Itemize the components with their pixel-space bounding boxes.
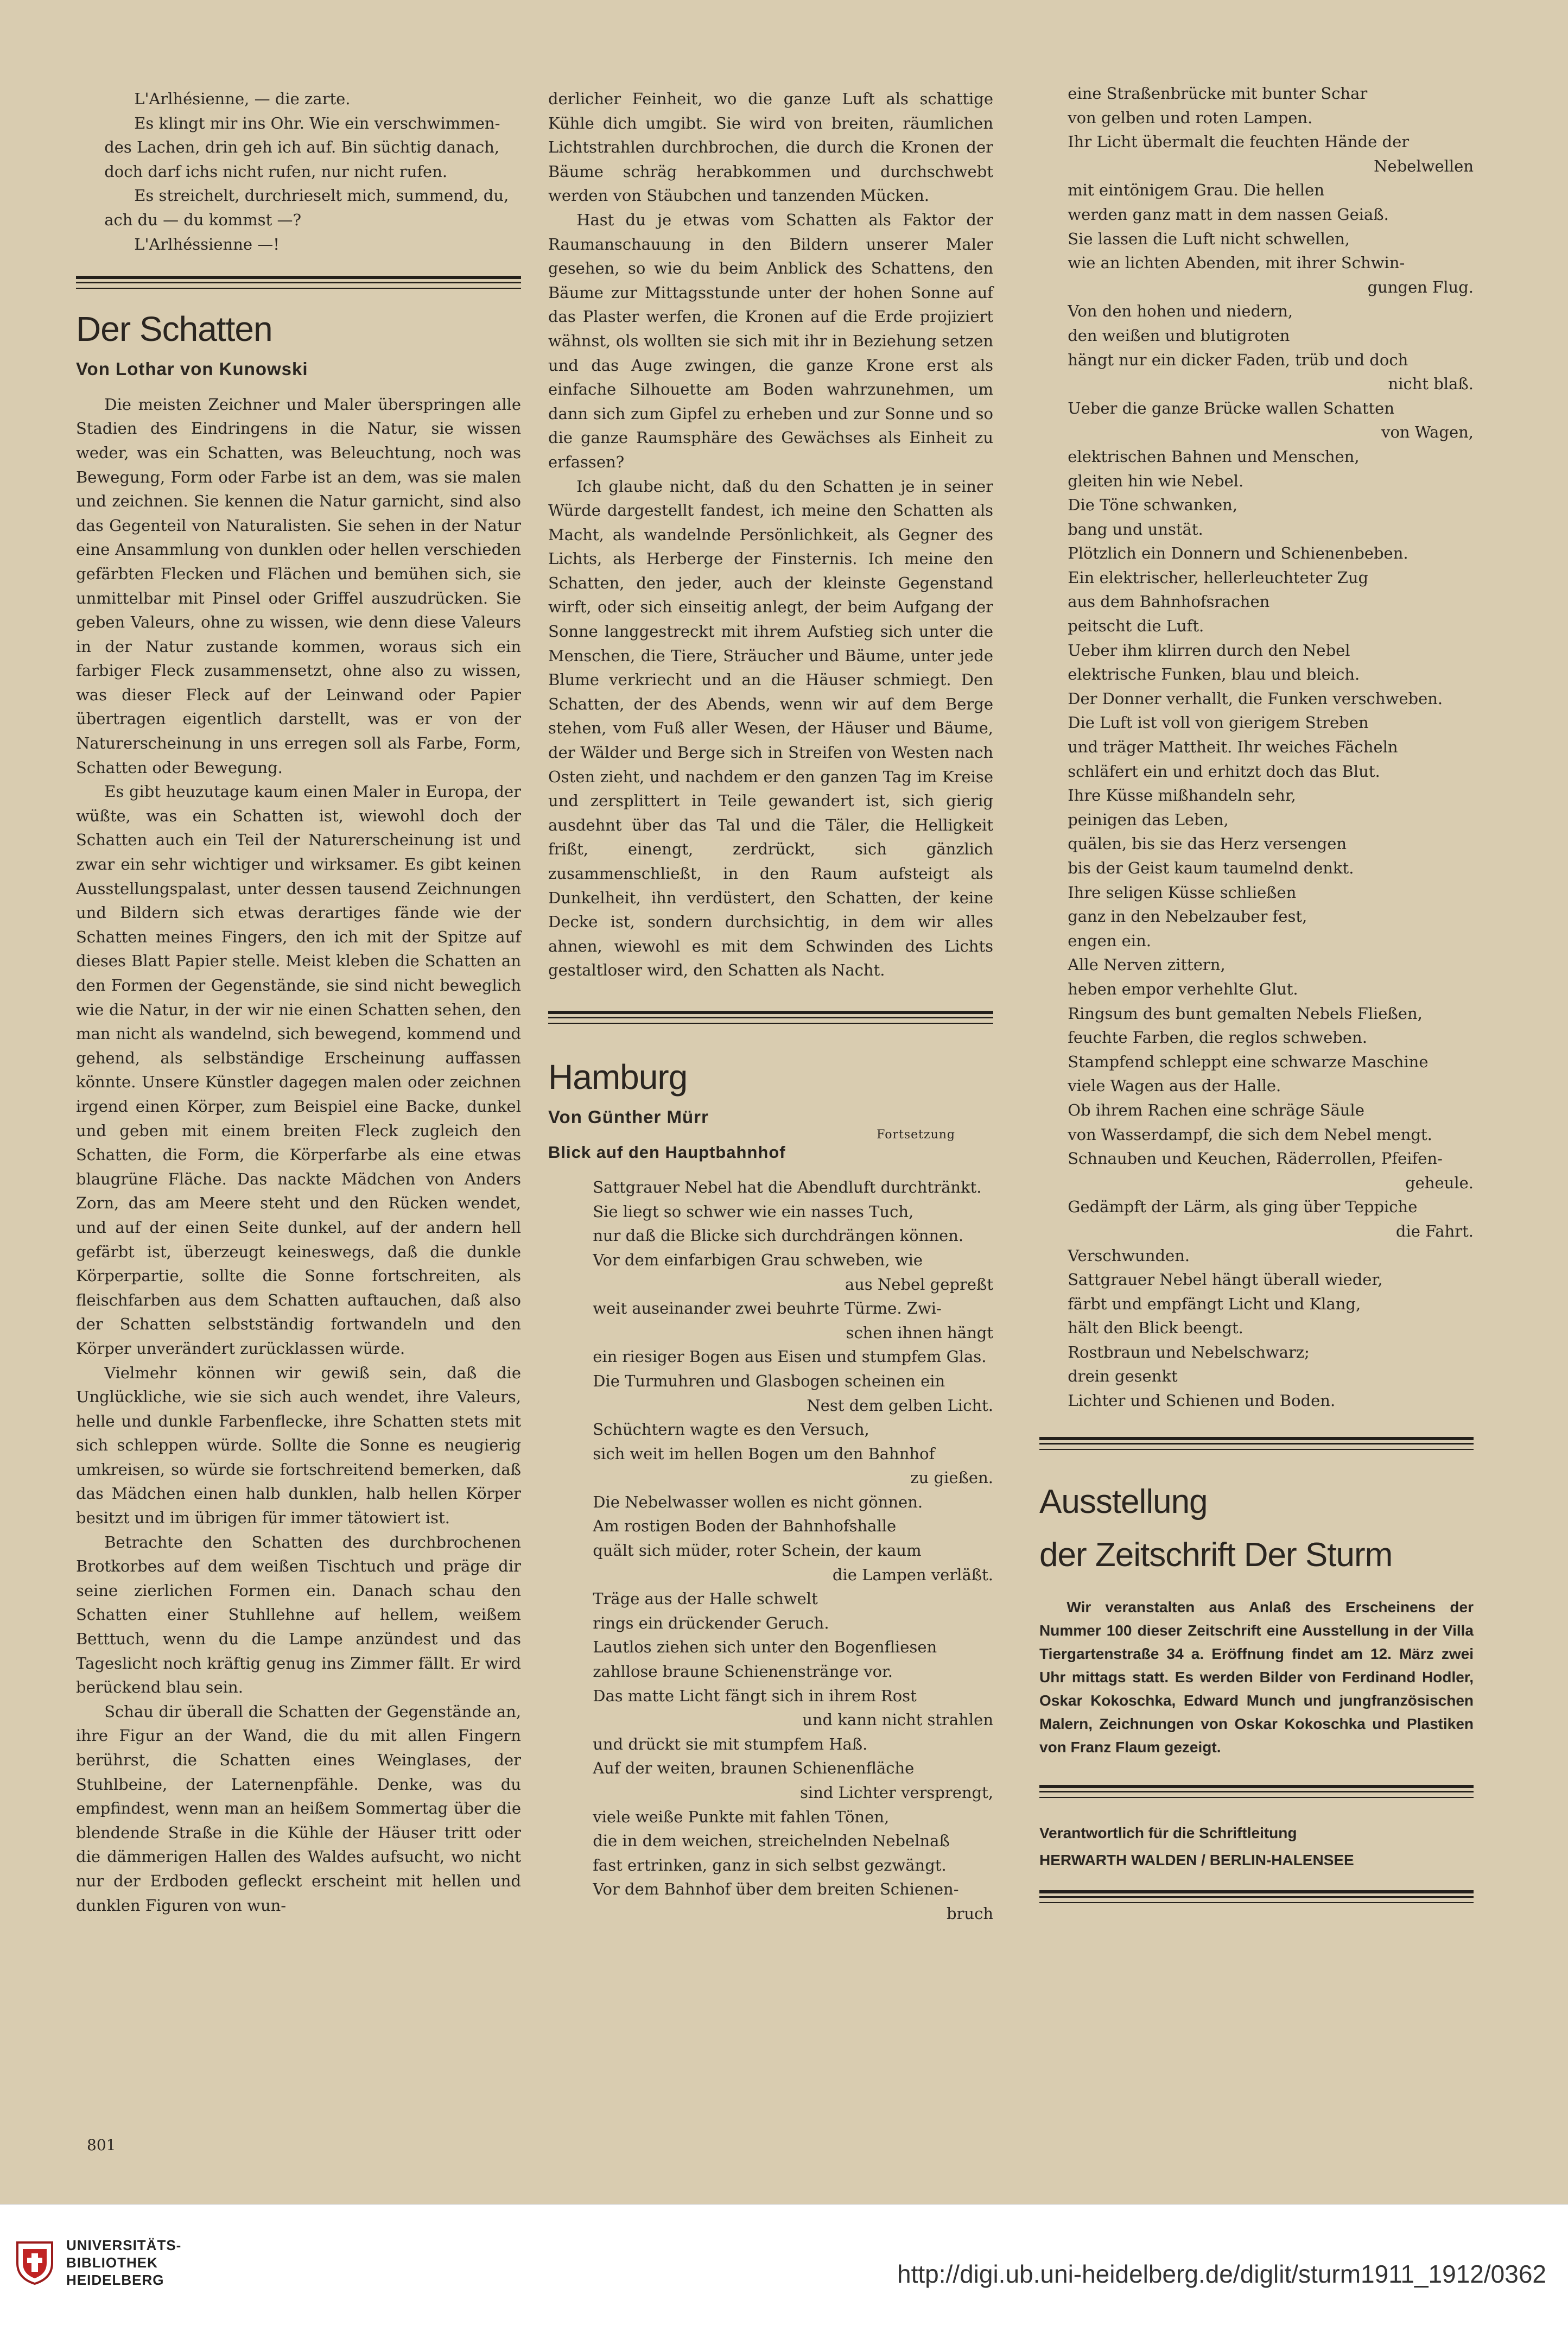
library-name	[66, 2237, 181, 2289]
page-number: 801	[87, 2136, 116, 2154]
column-1	[76, 87, 521, 1917]
poem-line: und kann nicht strahlen	[802, 1711, 993, 1730]
article-title: Der Schatten	[76, 309, 272, 349]
poem-line: Ob ihrem Rachen eine schräge Säule	[1068, 1100, 1364, 1119]
poem-line: viele weiße Punkte mit fahlen Tönen,	[593, 1807, 890, 1826]
poem-line: zahllose braune Schienenstränge vor.	[593, 1662, 893, 1681]
paragraph: Es gibt heuzutage kaum einen Maler in Europa, der wüßte, was ein Schatten ist, wiewohl doch der Schatten auch ein Teil der Naturerscheinung ist und zwar ein sehr wichtiger und wirksamer. Es gibt keinen Ausstellungspalast, unter dessen tausend Zeichnungen und Bildern sich etwas derartiges fände wie der Schatten meines Fingers, den ich mit der Spitze auf dieses Blatt Papier stelle. Meist kleben die Schatten an den Formen der Gegenstände, sie sind nicht beweglich wie die Natur, in der wir nie einen Schatten sehen, den man nicht als wandelnd, sich bewegend, kommend und gehend, als selbständige Erscheinung auffassen könnte. Unsere Künstler dagegen malen oder zeichnen irgend einen Körper, zum Beispiel eine Backe, dunkel und geben mit einem breiten Fleck zugleich den Schatten, die Form, die Körperfarbe als eine etwas blaugrüne Fläche. Das nackte Mädchen von Anders Zorn, das am Meere steht und den Rücken wendet, und auf der einen Seite dunkel, auf der andern hell gefärbt ist, überzeugt keineswegs, daß die dunkle Körperpartie, sollte die Sonne fortschreiten, als fleischfarben aus dem Schatten auftauchen, daß also der Schatten selbstständig fortwandeln und den Körper unverändert zurücklassen würde.	[76, 782, 521, 1358]
poem-line: Stampfend schleppt eine schwarze Maschine	[1068, 1052, 1429, 1071]
poem-line: Schnauben und Keuchen, Räderrollen, Pfeifen-	[1068, 1149, 1443, 1168]
poem-line: Nest dem gelben Licht.	[807, 1396, 993, 1415]
paragraph: Die meisten Zeichner und Maler überspringen alle Stadien des Eindringens in die Natur, sie wissen weder, was ein Schatten, was Beleuchtung, noch was Bewegung, Form oder Farbe ist an dem, was sie malen und zeichnen. Sie kennen die Natur garnicht, sind also das Gegenteil von Naturalisten. Sie sehen in der Natur eine Ansammlung von dunklen oder hellen verschieden gefärbten Flecken und Flächen und bemühen sich, sie unmittelbar mit Pinsel oder Griffel auszudrücken. Sie geben Valeurs, ohne zu wissen, wie denn diese Valeurs in der Natur zustande kommen, woraus sich ein farbiger Fleck zusammensetzt, ohne also zu wissen, was dieser Fleck auf der Leinwand oder Papier übertragen eigentlich darstellt, was er von der Naturerscheinung in uns erregen soll als Farbe, Form, Schatten oder Bewegung.	[76, 395, 521, 777]
poem-line: von Wagen,	[1381, 423, 1474, 442]
exhibition-title-line1: Ausstellung	[1039, 1483, 1208, 1521]
poem-line: Vor dem einfarbigen Grau schweben, wie	[593, 1250, 923, 1269]
poem-line: engen ein.	[1068, 931, 1151, 950]
poem-line: Träge aus der Halle schwelt	[593, 1589, 818, 1608]
permalink-url[interactable]: http://digi.ub.uni-heidelberg.de/diglit/sturm1911_1912/0362	[897, 2260, 1546, 2288]
poem-line: bis der Geist kaum taumelnd denkt.	[1068, 859, 1354, 877]
paragraph: Hast du je etwas vom Schatten als Faktor der Raumanschauung in den Bildern unserer Maler gesehen, so wie du beim Anblick des Schattens, den Bäume zur Mittagsstunde unter der hohen Sonne auf das Plaster werfen, die Kronen auf die Erde projiziert wähnst, ols wollten sie sich mit ihr in Beziehung setzen und das Auge zwingen, die ganze Krone erst als einfache Silhouette am Boden wahrzunehmen, um dann sich zum Gipfel zu erheben und zur Sonne und so die ganze Raumsphäre des Gewächses als Einheit zu erfassen?	[548, 210, 993, 471]
exhibition-notice	[1039, 1595, 1474, 1759]
poem-line: Es streichelt, durchrieselt mich, summend, du,	[134, 186, 509, 205]
poem-line: die Fahrt.	[1395, 1221, 1474, 1240]
poem-line: L'Arlhésienne, — die zarte.	[134, 90, 351, 108]
library-name-line: HEIDELBERG	[66, 2272, 164, 2288]
poem-line: wie an lichten Abenden, mit ihrer Schwin-	[1068, 254, 1405, 273]
hamburg-title: Hamburg	[548, 1057, 688, 1097]
poem-line: die in dem weichen, streichelnden Nebelnaß	[593, 1832, 950, 1851]
poem-line: Ringsum des bunt gemalten Nebels Fließen,	[1068, 1004, 1423, 1023]
poem-line: Am rostigen Boden der Bahnhofshalle	[593, 1517, 897, 1536]
poem-line: Lautlos ziehen sich unter den Bogenfliesen	[593, 1638, 937, 1657]
poem-line: doch darf ichs nicht rufen, nur nicht rufen.	[104, 162, 448, 181]
section-divider	[1039, 1437, 1474, 1450]
paragraph: Ich glaube nicht, daß du den Schatten je in seiner Würde dargestellt fandest, ich meine den Schatten als Macht, als wandelnde Persönlichkeit, als Gegner des Lichts, als Herberge der Finsternis. Ich meine den Schatten, den jeder, auch der kleinste Gegenstand wirft, oder sich einseitig anlegt, der beim Aufgang der Sonne langgestreckt mit ihrem Aufstieg sich unter die Menschen, die Tiere, Sträucher und Bäume, unter jede Blume verkriecht und an die Häuser schmiegt. Den Schatten, der des Abends, wenn wir auf dem Berge stehen, vom Fuß aller Wesen, der Häuser und Bäume, der Wälder und Berge sich in Streifen von Westen nach Osten zieht, und nachdem er den ganzen Tag im Kreise und zersplittert in Teile gewandert ist, sich gierig ausdehnt über das Tal und die Täler, die Helligkeit frißt, einengt, zerdrückt, sich gänzlich zusammenschließt, in den Raum aufsteigt als Dunkelheit, ihn verdüstert, den Schatten, der keine Decke ist, sondern durchsichtig, in dem wir alles ahnen, wiewohl es mit dem Schwinden des Lichts gestaltloser wird, den Schatten als Nacht.	[548, 477, 993, 980]
poem-line: sind Lichter versprengt,	[800, 1783, 993, 1802]
poem-line: rings ein drückender Geruch.	[593, 1613, 829, 1632]
section-divider	[1039, 1785, 1474, 1798]
poem-line: ein riesiger Bogen aus Eisen und stumpfem Glas.	[593, 1347, 987, 1366]
poem-line: Verschwunden.	[1068, 1246, 1190, 1265]
poem-line: Die Turmuhren und Glasbogen scheinen ein	[593, 1371, 945, 1390]
poem-line: Die Nebelwasser wollen es nicht gönnen.	[593, 1492, 923, 1511]
hamburg-byline: Von Günther Mürr	[548, 1106, 709, 1127]
poem-line: Ihre Küsse mißhandeln sehr,	[1068, 786, 1296, 805]
poem-line: aus Nebel gepreßt	[845, 1275, 993, 1294]
poem-line: drein gesenkt	[1068, 1367, 1178, 1386]
poem-line: hält den Blick beengt.	[1068, 1319, 1243, 1338]
poem-line: ach du — du kommst —?	[104, 210, 302, 229]
imprint-label: Verantwortlich für die Schriftleitung	[1039, 1824, 1297, 1841]
poem-line: Die Luft ist voll von gierigem Streben	[1068, 713, 1369, 732]
poem-line: Plötzlich ein Donnern und Schienenbeben.	[1068, 544, 1408, 563]
poem-line: von Wasserdampf, die sich dem Nebel mengt.	[1068, 1125, 1432, 1144]
poem-line: Das matte Licht fängt sich in ihrem Rost	[593, 1686, 917, 1705]
exhibition-title-line2: der Zeitschrift Der Sturm	[1039, 1536, 1393, 1574]
poem-line: Schüchtern wagte es den Versuch,	[593, 1420, 869, 1439]
paragraph: Schau dir überall die Schatten der Gegenstände an, ihre Figur an der Wand, die du mit allen Fingern berührst, die Schatten eines Weinglases, der Stuhlbeine, der Laternenpfähle. Denke, was du empfindest, wenn man an heißem Sommertag über die blendende Straße in die Kühle der Häuser tritt oder die dämmerigen Hallen des Waldes aufsucht, wo nicht nur der Erdboden gefleckt erscheint mit hellen und dunklen Figuren von wun-	[76, 1702, 521, 1915]
poem-line: gleiten hin wie Nebel.	[1068, 471, 1244, 490]
poem-line: sich weit im hellen Bogen um den Bahnhof	[593, 1444, 935, 1463]
poem-line: elektrische Funken, blau und bleich.	[1068, 665, 1360, 684]
poem-line: den weißen und blutigroten	[1068, 326, 1290, 345]
poem-line: fast ertrinken, ganz in sich selbst gezwängt.	[593, 1855, 947, 1874]
continued-label: Fortsetzung	[877, 1127, 955, 1142]
poem-line: nur daß die Blicke sich durchdrängen können.	[593, 1226, 964, 1245]
hamburg-poem	[548, 1175, 993, 1925]
poem-line: Ueber die ganze Brücke wallen Schatten	[1068, 398, 1394, 417]
library-name-line: UNIVERSITÄTS-	[66, 2237, 182, 2253]
library-logo[interactable]	[15, 2237, 181, 2289]
poem-line: von gelben und roten Lampen.	[1068, 108, 1313, 127]
poem-line: Sie liegt so schwer wie ein nasses Tuch,	[593, 1202, 914, 1221]
hamburg-subtitle: Blick auf den Hauptbahnhof	[548, 1142, 786, 1162]
poem-line: Die Töne schwanken,	[1068, 496, 1238, 515]
library-name-line: BIBLIOTHEK	[66, 2254, 158, 2271]
poem-line: Auf der weiten, braunen Schienenfläche	[593, 1759, 915, 1778]
hamburg-poem-continued	[1039, 81, 1474, 1413]
poem-line: eine Straßenbrücke mit bunter Schar	[1068, 84, 1368, 103]
poem-line: Nebelwellen	[1374, 156, 1474, 175]
poem-line: peinigen das Leben,	[1068, 810, 1229, 829]
viewer-footer	[0, 2204, 1568, 2325]
section-divider	[76, 276, 521, 289]
poem-line: Vor dem Bahnhof über dem breiten Schienen-	[593, 1880, 959, 1899]
poem-line: Ihr Licht übermalt die feuchten Hände der	[1068, 132, 1410, 151]
poem-line: elektrischen Bahnen und Menschen,	[1068, 447, 1360, 466]
poem-line: Es klingt mir ins Ohr. Wie ein verschwimmen-	[134, 113, 500, 132]
poem-line: Von den hohen und niedern,	[1068, 302, 1293, 321]
poem-line: Alle Nerven zittern,	[1068, 955, 1226, 974]
poem-line: viele Wagen aus der Halle.	[1068, 1076, 1281, 1095]
poem-line: Ihre seligen Küsse schließen	[1068, 883, 1297, 902]
poem-line: schläfert ein und erhitzt doch das Blut.	[1068, 762, 1380, 781]
poem-line: Sie lassen die Luft nicht schwellen,	[1068, 229, 1350, 248]
poem-line: werden ganz matt in dem nassen Geiaß.	[1068, 205, 1389, 224]
section-divider	[1039, 1890, 1474, 1903]
paragraph: Vielmehr können wir gewiß sein, daß die Unglückliche, wie sie sich auch wendet, ihre Valeurs, helle und dunkle Farbenflecke, ihre Schatten stets mit sich schleppen würde. Sollte die Sonne es neugierig umkreisen, so würde sie fortschreitend bemerken, daß das Mädchen einen halb dunklen, halb hellen Körper besitzt und im übrigen für immer tätowiert ist.	[76, 1363, 521, 1528]
poem-line: Der Donner verhallt, die Funken verschweben.	[1068, 689, 1443, 708]
poem-line: Lichter und Schienen und Boden.	[1068, 1391, 1336, 1410]
poem-line: nicht blaß.	[1388, 375, 1474, 394]
poem-line: aus dem Bahnhofsrachen	[1068, 592, 1270, 611]
poem-line: und träger Mattheit. Ihr weiches Fächeln	[1068, 738, 1398, 757]
poem-line: mit eintönigem Grau. Die hellen	[1068, 181, 1325, 200]
poem-line: gungen Flug.	[1367, 277, 1474, 296]
poem-line: feuchte Farben, die reglos schweben.	[1068, 1028, 1367, 1047]
poem-line: geheule.	[1405, 1173, 1474, 1192]
article-byline: Von Lothar von Kunowski	[76, 359, 308, 379]
section-divider	[548, 1011, 993, 1024]
imprint	[1039, 1820, 1474, 1874]
poem-line: Ueber ihm klirren durch den Nebel	[1068, 641, 1350, 660]
poem-line: zu gießen.	[910, 1468, 993, 1487]
poem-line: L'Arlhéssienne —!	[134, 235, 280, 254]
poem-line: peitscht die Luft.	[1068, 617, 1204, 636]
column-3	[1039, 81, 1474, 1923]
poem-line: hängt nur ein dicker Faden, trüb und doch	[1068, 350, 1408, 369]
poem-line: Rostbraun und Nebelschwarz;	[1068, 1342, 1310, 1361]
poem-line: Sattgrauer Nebel hängt überall wieder,	[1068, 1270, 1383, 1289]
poem-line: färbt und empfängt Licht und Klang,	[1068, 1294, 1361, 1313]
poem-line: und drückt sie mit stumpfem Haß.	[593, 1734, 868, 1753]
poem-line: die Lampen verläßt.	[832, 1565, 993, 1584]
exhibition-text: Wir veranstalten aus Anlaß des Erscheinens der Nummer 100 dieser Zeitschrift eine Ausstellung in der Villa Tiergartenstraße 34 a. Eröffnung findet am 12. März zwei Uhr mittags statt. Es werden Bilder von Ferdinand Hodler, Oskar Kokoschka, Edward Munch und jungfranzösischen Malern, Zeichnungen von Oskar Kokoschka und Plastiken von Franz Flaum gezeigt.	[1039, 1598, 1474, 1756]
poem-line: bruch	[946, 1904, 993, 1923]
poem-line: ganz in den Nebelzauber fest,	[1068, 907, 1307, 926]
paragraph: Betrachte den Schatten des durchbrochenen Brotkorbes auf dem weißen Tischtuch und präge dir seine zierlichen Formen ein. Danach schau den Schatten einer Stuhllehne auf hellem, weißem Betttuch, wenn du die Lampe anzündest und das Tageslicht noch kräftig genug ins Zimmer fällt. Er wird berückend blau sein.	[76, 1532, 521, 1697]
poem-line: des Lachen, drin geh ich auf. Bin süchtig danach,	[104, 138, 500, 157]
poem-line: bang und unstät.	[1068, 520, 1203, 539]
poem-line: quälen, bis sie das Herz versengen	[1068, 834, 1347, 853]
poem-line: Gedämpft der Lärm, als ging über Teppiche	[1068, 1198, 1418, 1217]
university-seal-icon	[15, 2239, 54, 2286]
poem-line: schen ihnen hängt	[846, 1323, 993, 1342]
paragraph: derlicher Feinheit, wo die ganze Luft als schattige Kühle dich umgibt. Sie wird von breiten, räumlichen Lichtstrahlen durchbrochen, die durch die Kronen der Bäume schräg herabkommen und durchschwebt werden von Stäubchen und tanzenden Mücken.	[548, 90, 993, 205]
arlhesienne-poem	[76, 87, 521, 256]
poem-line: Ein elektrischer, hellerleuchteter Zug	[1068, 568, 1369, 587]
imprint-name: HERWARTH WALDEN / BERLIN-HALENSEE	[1039, 1851, 1354, 1868]
poem-line: weit auseinander zwei beuhrte Türme. Zwi-	[593, 1299, 942, 1318]
column-2	[548, 87, 993, 1926]
poem-line: heben empor verhehlte Glut.	[1068, 979, 1298, 998]
poem-line: quält sich müder, roter Schein, der kaum	[593, 1541, 922, 1560]
poem-line: Sattgrauer Nebel hat die Abendluft durchtränkt.	[593, 1178, 982, 1197]
